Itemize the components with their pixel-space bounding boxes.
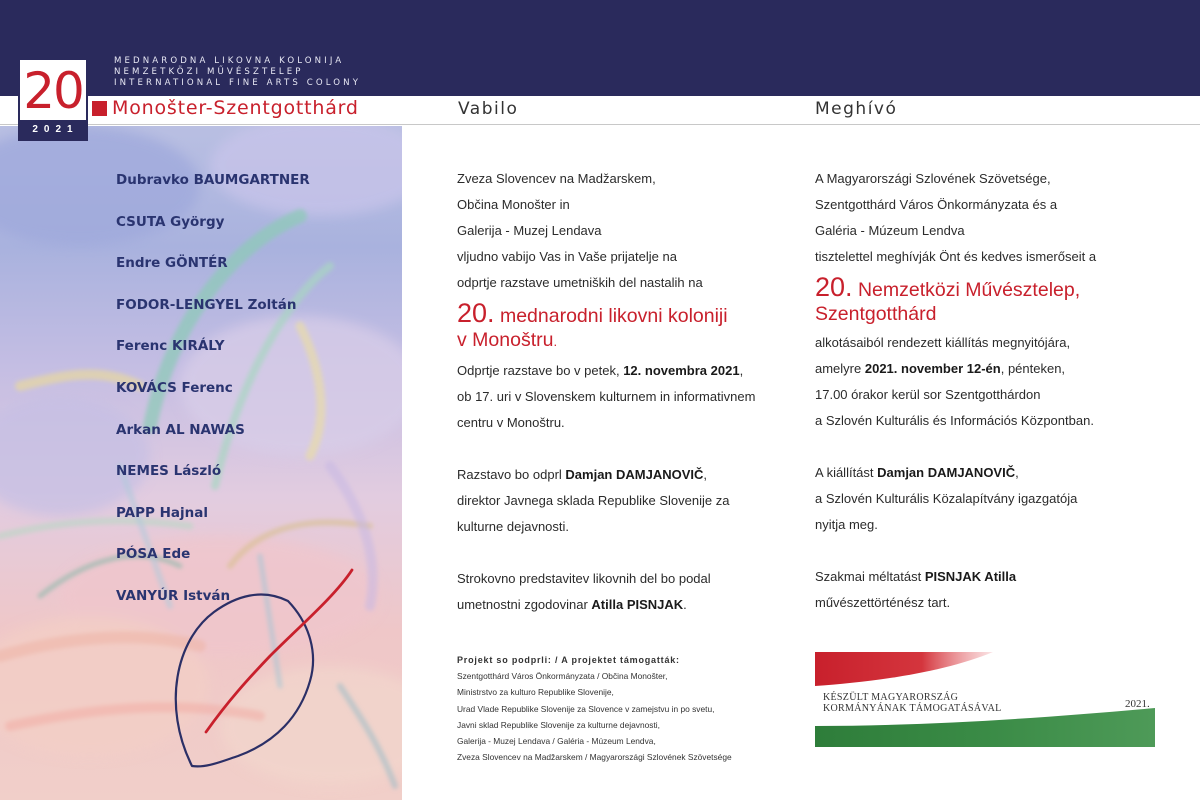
expert-line: Szakmai méltatást PISNJAK Atilla bbox=[815, 569, 1017, 584]
event-title-part: mednarodni likovni koloniji bbox=[494, 305, 728, 327]
expert-line: umetnostni zgodovinar Atilla PISNJAK. bbox=[457, 597, 687, 612]
opener-name: Damjan DAMJANOVIČ bbox=[565, 467, 704, 482]
sponsor-item: Javni sklad Republike Slovenije za kulturne dejavnosti, bbox=[457, 719, 660, 730]
sponsor-item: Galerija - Muzej Lendava / Galéria - Múzeum Lendva, bbox=[457, 736, 656, 747]
sponsor-item: Urad Vlade Republike Slovenije za Slovence v zamejstvu in po svetu, bbox=[457, 703, 715, 714]
artist-name: KOVÁCS Ferenc bbox=[116, 379, 233, 396]
exhibition-line: alkotásaiból rendezett kiállítás megnyitójára, bbox=[815, 335, 1071, 350]
sponsor-item: Ministrstvo za kulturo Republike Slovenije, bbox=[457, 687, 614, 698]
opening-date-line: amelyre 2021. november 12-én, pénteken, bbox=[815, 361, 1066, 376]
artist-list bbox=[116, 170, 310, 628]
gov-line: KORMÁNYÁNAK TÁMOGATÁSÁVAL bbox=[823, 703, 1002, 714]
artist-name: FODOR-LENGYEL Zoltán bbox=[116, 296, 297, 313]
opening-date: 12. novembra 2021 bbox=[623, 363, 740, 378]
artist-name: Arkan AL NAWAS bbox=[116, 421, 245, 438]
event-number: 20. bbox=[457, 298, 495, 328]
anniversary-logo bbox=[18, 58, 88, 141]
opener-line: direktor Javnega sklada Republike Slovenije za bbox=[457, 493, 730, 508]
expert-name: PISNJAK Atilla bbox=[924, 569, 1017, 584]
artist-name: NEMES László bbox=[116, 463, 222, 480]
artist-name: Endre GÖNTÉR bbox=[116, 255, 228, 272]
artist-name: PÓSA Ede bbox=[116, 546, 191, 563]
invitation-hungarian bbox=[815, 166, 1096, 616]
logo-year: 2021 bbox=[20, 120, 86, 139]
intro-line: Galéria - Múzeum Lendva bbox=[815, 223, 965, 238]
artist-name: PAPP Hajnal bbox=[116, 504, 208, 521]
sponsor-item: Szentgotthárd Város Önkormányzata / Občina Monošter, bbox=[457, 671, 668, 682]
expert-name: Atilla PISNJAK bbox=[591, 597, 684, 612]
opener-line: a Szlovén Kulturális Közalapítvány igazgatója bbox=[815, 491, 1078, 506]
heading-vabilo: Vabilo bbox=[458, 99, 519, 119]
opener-line: kulturne dejavnosti. bbox=[457, 519, 570, 534]
event-title-dot: . bbox=[553, 334, 558, 349]
intro-line: vljudno vabijo Vas in Vaše prijatelje na bbox=[457, 249, 677, 264]
event-title-sl bbox=[457, 298, 755, 354]
intro-line: Občina Monošter in bbox=[457, 197, 570, 212]
sponsors-heading: Projekt so podprli: / A projektet támogatták: bbox=[457, 655, 680, 665]
intro-line: Szentgotthárd Város Önkormányzata és a bbox=[815, 197, 1058, 212]
intro-line: Zveza Slovencev na Madžarskem, bbox=[457, 171, 656, 186]
red-square-mark bbox=[92, 101, 107, 116]
logo-number: 20 bbox=[23, 62, 83, 120]
opening-line: ob 17. uri v Slovenskem kulturnem in informativnem bbox=[457, 389, 756, 404]
sponsors-list bbox=[457, 652, 732, 765]
artist-name: Dubravko BAUMGARTNER bbox=[116, 172, 310, 188]
heading-meghivo: Meghívó bbox=[815, 99, 898, 119]
expert-line: Strokovno predstavitev likovnih del bo podal bbox=[457, 571, 711, 586]
opener-line: A kiállítást Damjan DAMJANOVIČ, bbox=[815, 465, 1019, 480]
opening-date: 2021. november 12-én bbox=[864, 361, 1001, 376]
colony-line-sl: MEDNARODNA LIKOVNA KOLONIJA bbox=[114, 56, 345, 66]
opening-line: a Szlovén Kulturális és Információs Központban. bbox=[815, 413, 1094, 428]
artist-name: Ferenc KIRÁLY bbox=[116, 338, 225, 355]
colony-line-hu: NEMZETKÖZI MŰVÉSZTELEP bbox=[114, 67, 304, 77]
colony-line-en: INTERNATIONAL FINE ARTS COLONY bbox=[114, 78, 362, 88]
opener-name: Damjan DAMJANOVIČ bbox=[877, 465, 1016, 480]
page-title: Monošter-Szentgotthárd bbox=[112, 97, 359, 119]
opening-line: centru v Monoštru. bbox=[457, 415, 565, 430]
sponsor-item: Zveza Slovencev na Madžarskem / Magyarországi Szlovének Szövetsége bbox=[457, 752, 732, 763]
event-title-hu bbox=[815, 272, 1096, 326]
event-number: 20. bbox=[815, 272, 853, 302]
event-title-part: Szentgotthárd bbox=[815, 303, 937, 325]
event-title-part: v Monoštru bbox=[457, 329, 554, 351]
intro-line: Galerija - Muzej Lendava bbox=[457, 223, 602, 238]
intro-line: A Magyarországi Szlovének Szövetsége, bbox=[815, 171, 1051, 186]
expert-line: művészettörténész tart. bbox=[815, 595, 951, 610]
opener-line: nyitja meg. bbox=[815, 517, 878, 532]
intro-line: tisztelettel meghívják Önt és kedves ismerőseit a bbox=[815, 249, 1097, 264]
artist-name: CSUTA György bbox=[116, 213, 225, 230]
colony-name-lines bbox=[114, 56, 361, 89]
gov-line: KÉSZÜLT MAGYARORSZÁG bbox=[823, 692, 959, 703]
artist-name: VANYÚR István bbox=[116, 587, 231, 604]
invitation-slovene bbox=[457, 166, 755, 618]
government-support-text bbox=[823, 692, 1002, 714]
event-title-part: Nemzetközi Művésztelep, bbox=[852, 279, 1081, 301]
opener-line: Razstavo bo odprl Damjan DAMJANOVIČ, bbox=[457, 467, 707, 482]
gov-year: 2021. bbox=[1125, 698, 1150, 710]
opening-date-line: Odprtje razstave bo v petek, 12. novembra 2021, bbox=[457, 363, 744, 378]
opening-line: 17.00 órakor kerül sor Szentgotthárdon bbox=[815, 387, 1041, 402]
intro-line: odprtje razstave umetniških del nastalih na bbox=[457, 275, 703, 290]
